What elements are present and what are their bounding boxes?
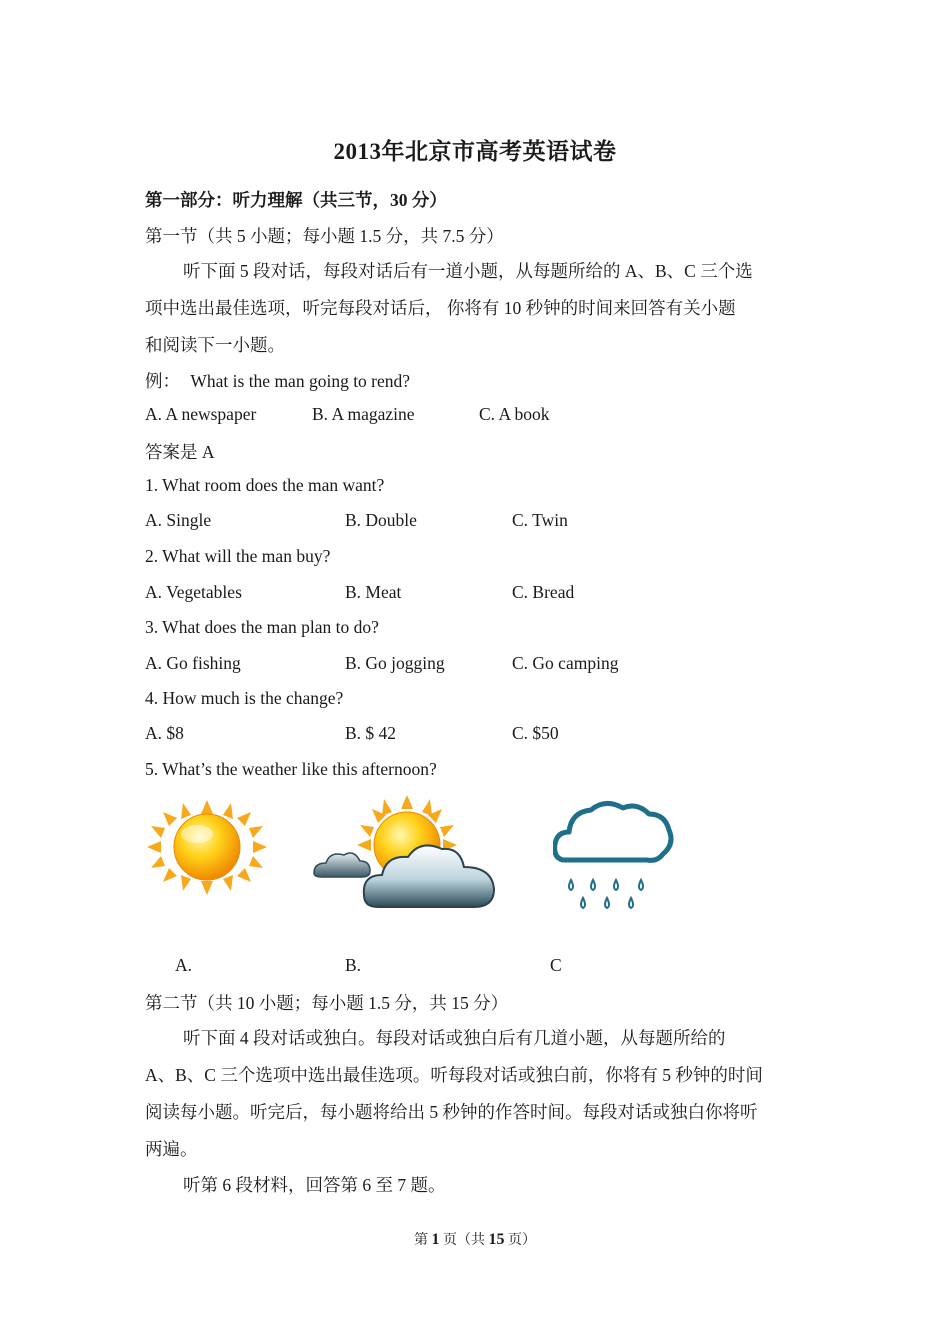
example-line [145,368,410,393]
example-option-b: B. A magazine [312,404,415,424]
q5-label-c: C [550,955,562,975]
q5-label-b: B. [345,955,362,975]
footer-suffix: 页） [508,1233,536,1248]
q1-option-b: B. Double [345,510,417,530]
example-label: 例： [145,371,180,391]
q5-label-a: A. [175,955,193,975]
section1-instruction-line: 听下面 5 段对话，每段对话后有一道小题，从每题所给的 A、B、C 三个选 [183,261,753,281]
question-1: 1. What room does the man want? [145,475,385,495]
example-option-a: A. A newspaper [145,404,257,424]
q1-option-a: A. Single [145,510,212,530]
q4-option-b: B. $ 42 [345,723,397,743]
page-title: 2013年北京市高考英语试卷 [333,139,617,164]
question-4: 4. How much is the change? [145,688,344,708]
q3-option-b: B. Go jogging [345,653,445,673]
section2-instruction-line: 听下面 4 段对话或独白。每段对话或独白后有几道小题，从每题所给的 [183,1028,726,1048]
q4-option-c: C. $50 [512,723,559,743]
section1-heading: 第一节（共 5 小题；每小题 1.5 分，共 7.5 分） [145,226,504,246]
part1-heading: 第一部分：听力理解（共三节，30 分） [145,190,447,210]
q1-option-c: C. Twin [512,510,568,530]
section2-heading: 第二节（共 10 小题；每小题 1.5 分，共 15 分） [145,993,509,1013]
section2-instruction-line: 两遍。 [145,1139,198,1159]
q3-option-c: C. Go camping [512,653,619,673]
partly-cloudy-icon [312,795,497,913]
q2-option-c: C. Bread [512,582,575,602]
footer-page-number: 1 [431,1231,440,1248]
q3-option-a: A. Go fishing [145,653,241,673]
footer-prefix: 第 [414,1233,428,1248]
page-footer [0,1229,950,1249]
question-3: 3. What does the man plan to do? [145,617,379,637]
sun-icon [145,800,270,895]
q4-option-a: A. $8 [145,723,184,743]
example-question: What is the man going to rend? [190,371,411,391]
section2-instruction-line: 阅读每小题。听完后，每小题将给出 5 秒钟的作答时间。每段对话或独白你将听 [145,1102,758,1122]
section2-material: 听第 6 段材料，回答第 6 至 7 题。 [183,1175,446,1195]
section2-instruction-line: A、B、C 三个选项中选出最佳选项。听每段对话或独白前，你将有 5 秒钟的时间 [145,1065,763,1085]
example-option-c: C. A book [479,404,550,424]
section1-instruction-line: 和阅读下一小题。 [145,335,285,355]
footer-total-pages: 15 [488,1231,505,1248]
example-answer: 答案是 A [145,442,215,462]
rain-cloud-icon [553,800,675,915]
section1-instruction-line: 项中选出最佳选项，听完每段对话后， 你将有 10 秒钟的时间来回答有关小题 [145,298,736,318]
question-5: 5. What’s the weather like this afternoon? [145,759,437,779]
q2-option-b: B. Meat [345,582,402,602]
question-2: 2. What will the man buy? [145,546,331,566]
footer-middle: 页（共 [443,1233,485,1248]
q2-option-a: A. Vegetables [145,582,242,602]
